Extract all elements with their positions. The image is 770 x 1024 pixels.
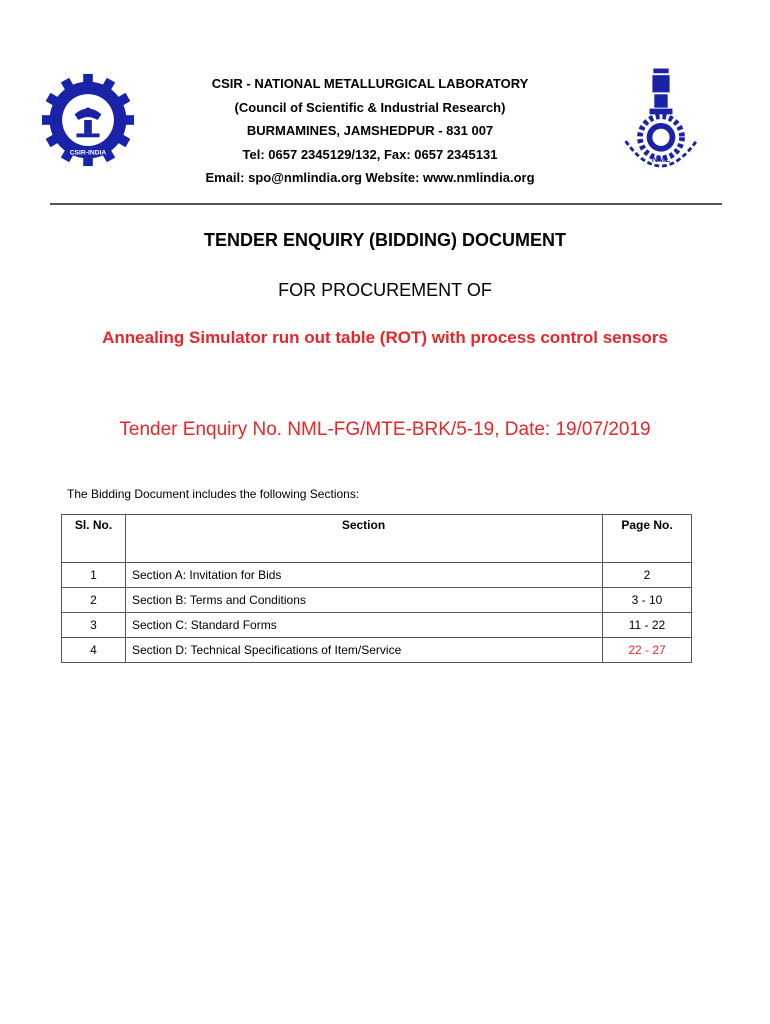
table-row [62, 588, 692, 613]
row-sl-no: 1 [62, 563, 126, 588]
row-section: Section A: Invitation for Bids [126, 563, 603, 588]
header-divider [50, 203, 722, 205]
table-row [62, 613, 692, 638]
address: BURMAMINES, JAMSHEDPUR - 831 007 [246, 123, 494, 138]
table-row [62, 563, 692, 588]
phone-fax: Tel: 0657 2345129/132, Fax: 0657 2345131 [242, 146, 498, 162]
header-sl-no: Sl. No. [62, 515, 126, 563]
letterhead [130, 72, 610, 190]
nml-logo-text: NML [651, 154, 671, 165]
sections-intro: The Bidding Document includes the following Sections: [67, 487, 360, 501]
email-website: Email: spo@nmlindia.org Website: www.nmlindia.org [205, 170, 535, 185]
row-page-no: 3 - 10 [603, 588, 692, 613]
org-name: CSIR - NATIONAL METALLURGICAL LABORATORY [211, 76, 529, 91]
document-subtitle: FOR PROCUREMENT OF [278, 280, 492, 300]
sections-table [61, 514, 692, 663]
row-sl-no: 3 [62, 613, 126, 638]
row-sl-no: 2 [62, 588, 126, 613]
header-page-no: Page No. [603, 515, 692, 563]
row-page-no: 22 - 27 [603, 638, 692, 663]
row-section: Section C: Standard Forms [126, 613, 603, 638]
council-name: (Council of Scientific & Industrial Research) [234, 99, 506, 115]
row-section: Section B: Terms and Conditions [126, 588, 603, 613]
csir-logo-text: CSIR-INDIA [69, 149, 107, 157]
row-section: Section D: Technical Specifications of Item/Service [126, 638, 603, 663]
row-page-no: 2 [603, 563, 692, 588]
document-title: TENDER ENQUIRY (BIDDING) DOCUMENT [203, 230, 566, 250]
row-sl-no: 4 [62, 638, 126, 663]
header-section: Section [126, 515, 603, 563]
procurement-item: Annealing Simulator run out table (ROT) with process control sensors [102, 328, 668, 347]
table-header-row [62, 515, 692, 563]
nml-logo-icon [618, 66, 704, 178]
table-row [62, 638, 692, 663]
tender-enquiry-number: Tender Enquiry No. NML-FG/MTE-BRK/5-19, Date: 19/07/2019 [119, 419, 651, 440]
row-page-no: 11 - 22 [603, 613, 692, 638]
csir-logo-icon [40, 72, 136, 168]
